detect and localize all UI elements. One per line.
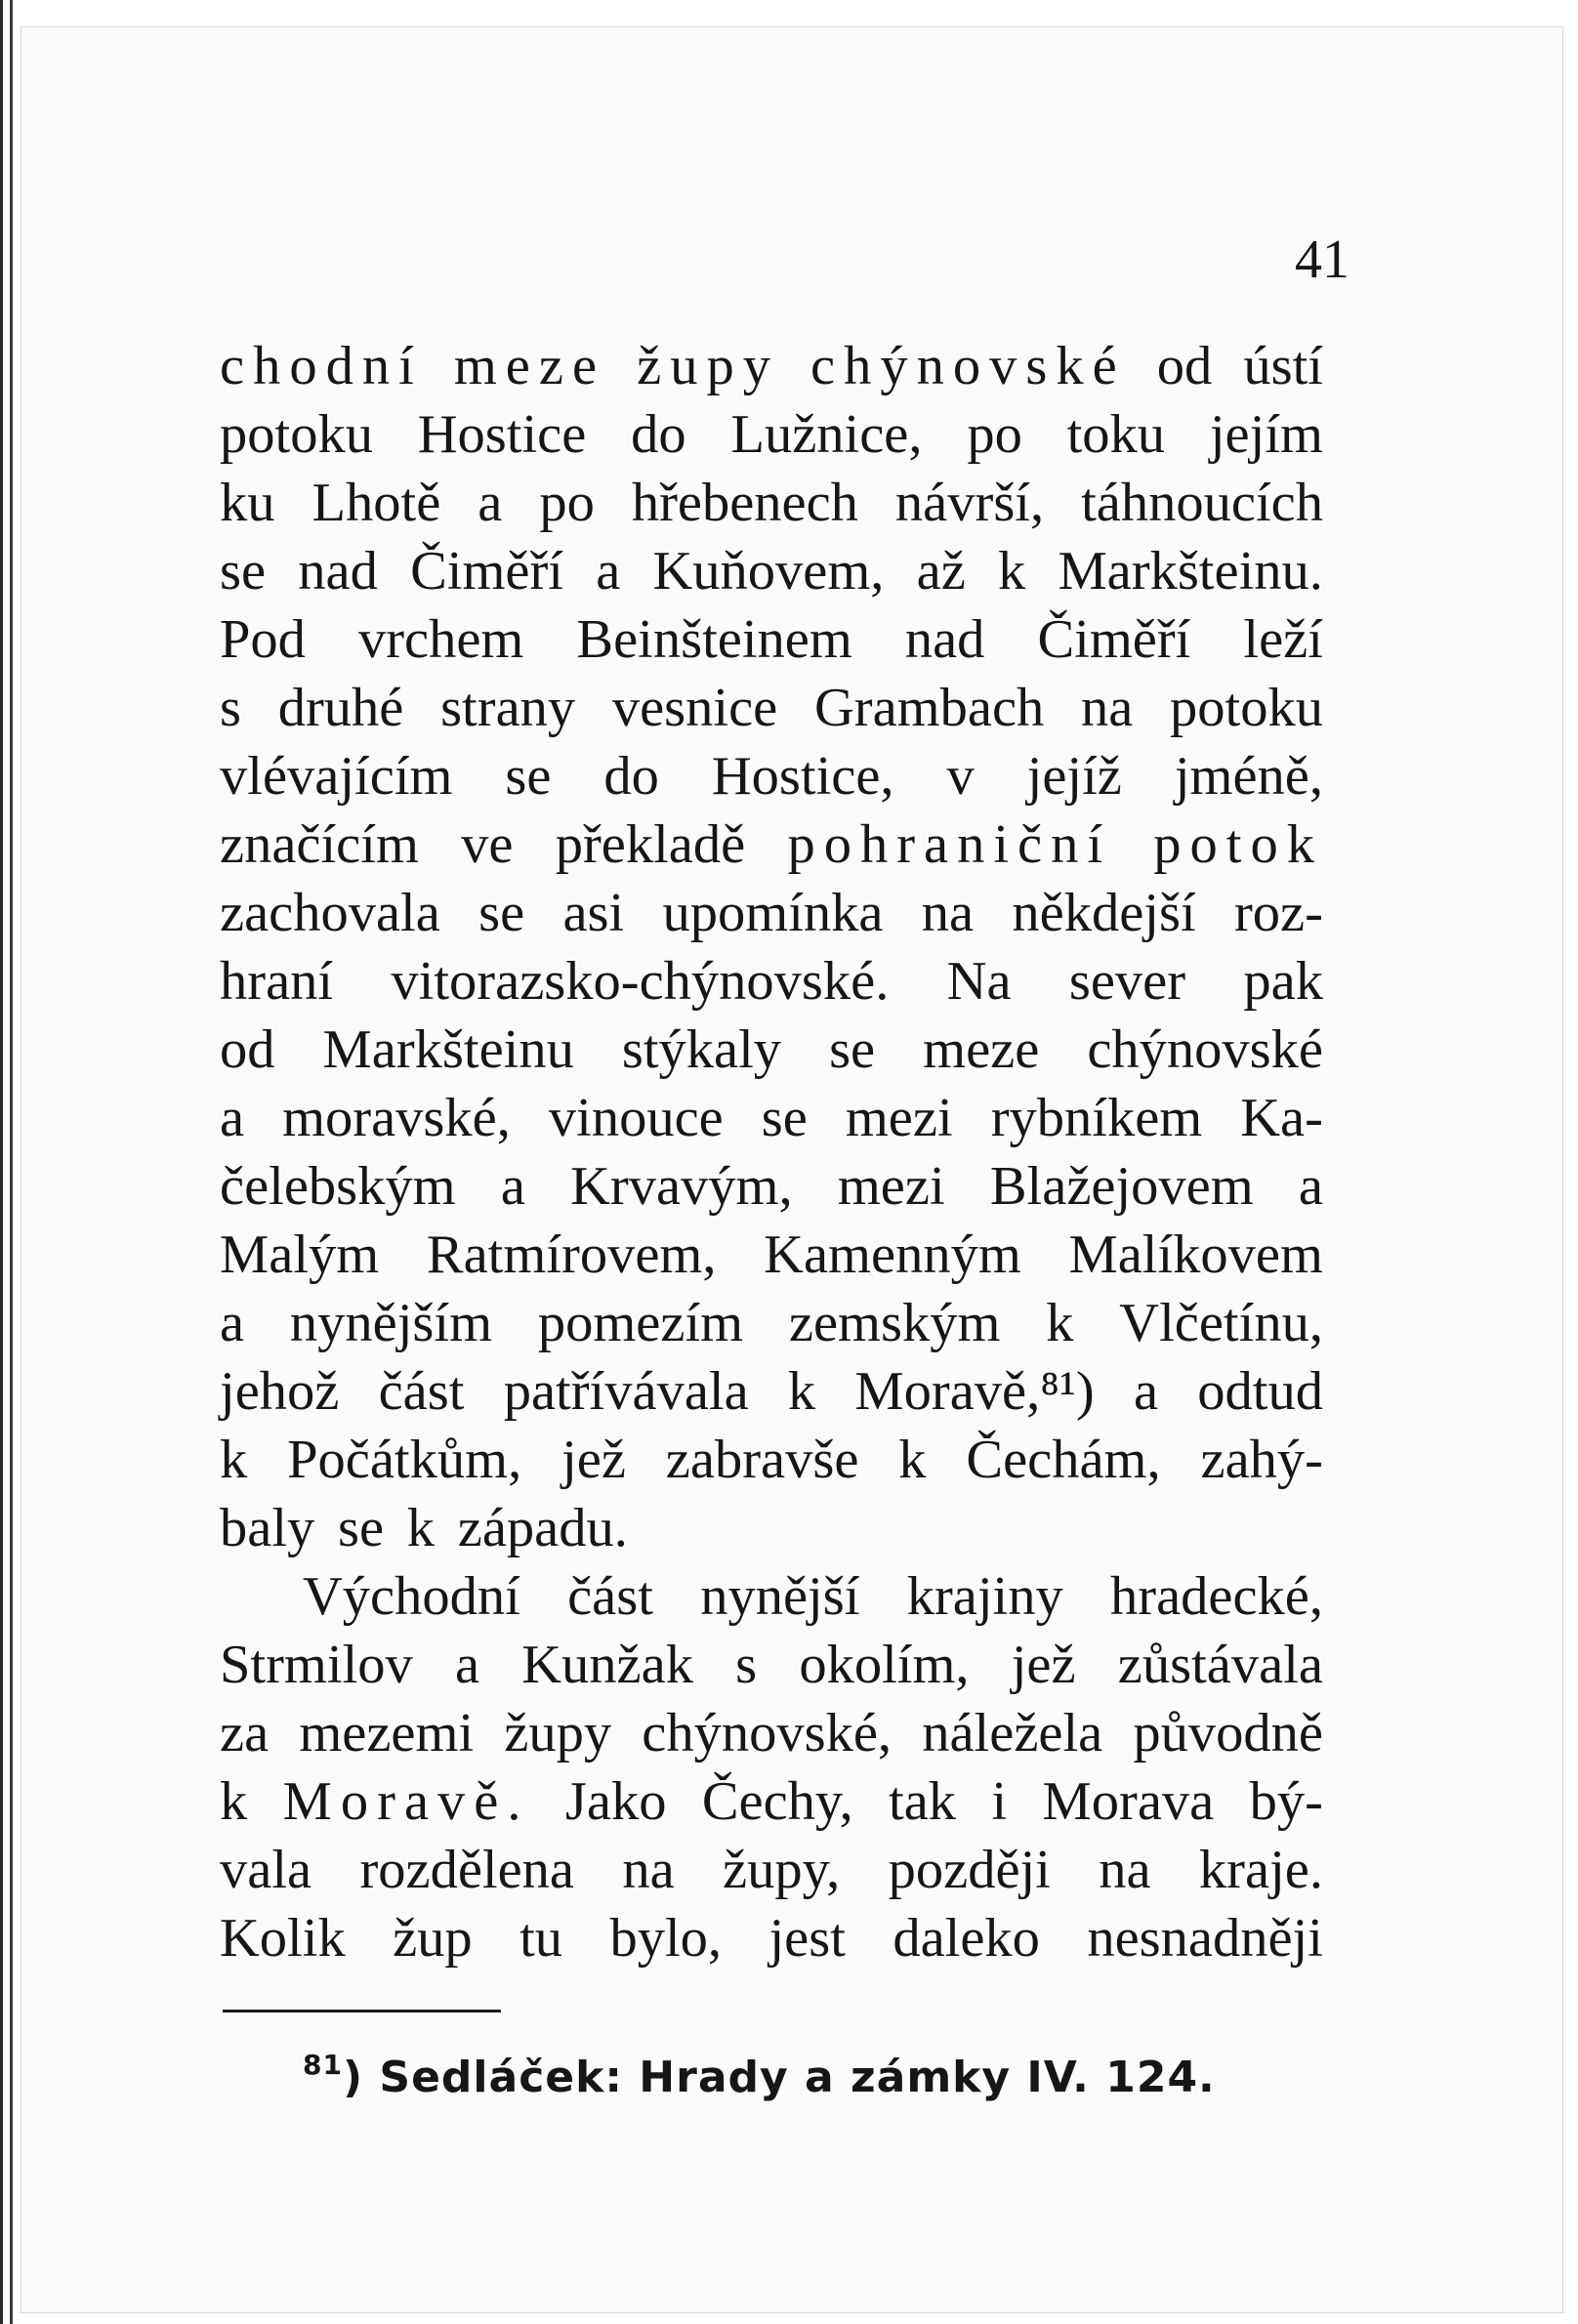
- text-line: [220, 1562, 1323, 1631]
- word: a: [220, 1088, 245, 1148]
- word: část: [567, 1566, 653, 1627]
- word: a: [478, 473, 503, 533]
- text-line: [220, 1494, 1323, 1562]
- word: chýnovské,: [642, 1703, 893, 1764]
- word: v: [946, 746, 975, 807]
- text-line: [220, 1426, 1323, 1494]
- word: k: [220, 1771, 248, 1832]
- word: žup: [393, 1908, 473, 1969]
- word: vinouce: [548, 1088, 724, 1148]
- word: Vlčetínu,: [1119, 1293, 1323, 1353]
- footnote-text: ) Sedláček: Hrady a zámky IV. 124.: [342, 2053, 1216, 2102]
- word: část: [378, 1361, 465, 1422]
- word: zabravše: [665, 1430, 859, 1490]
- word: se: [761, 1088, 808, 1148]
- word: chýnovské: [1087, 1019, 1323, 1080]
- word: moravské,: [282, 1088, 511, 1148]
- text-line: [220, 1631, 1323, 1699]
- word: k: [787, 1361, 816, 1422]
- word: meze: [453, 336, 606, 396]
- word: sever: [1068, 951, 1186, 1012]
- text-line: [220, 674, 1323, 742]
- word: na: [622, 1840, 675, 1900]
- footnote: [303, 2049, 1216, 2102]
- word: Moravě.: [282, 1771, 530, 1832]
- word: jež: [561, 1430, 626, 1490]
- text-line: [220, 1836, 1323, 1904]
- word: pohraniční: [787, 814, 1112, 875]
- word: župy: [504, 1703, 612, 1764]
- word: toku: [1066, 404, 1166, 465]
- word: Pod: [220, 609, 306, 670]
- word: a: [596, 541, 621, 602]
- word: leží: [1243, 609, 1323, 670]
- word: mezemi: [299, 1703, 475, 1764]
- word: patřívávala: [503, 1361, 749, 1422]
- word: náležela: [922, 1703, 1103, 1764]
- word: Moravě,⁸¹): [854, 1361, 1095, 1422]
- word: ve: [461, 814, 514, 875]
- text-line: [220, 332, 1323, 400]
- word: k: [1046, 1293, 1074, 1353]
- word: a: [1298, 1156, 1323, 1217]
- word: Čiměří: [410, 541, 563, 602]
- word: Grambach: [813, 678, 1045, 738]
- word: původně: [1133, 1703, 1323, 1764]
- word: čelebským: [220, 1156, 456, 1217]
- footnote-mark: 81: [303, 2049, 343, 2081]
- text-line: [220, 1016, 1323, 1084]
- text-line: [220, 1767, 1323, 1836]
- word: Lhotě: [311, 473, 441, 533]
- word: k: [220, 1430, 248, 1490]
- word: Kolik: [220, 1908, 346, 1969]
- word: Malíkovem: [1068, 1224, 1323, 1285]
- word: nynější: [700, 1566, 860, 1627]
- text-line: [220, 400, 1323, 469]
- word: Čechám,: [966, 1430, 1161, 1490]
- word: později: [888, 1840, 1051, 1900]
- word: Krvavým,: [570, 1156, 793, 1217]
- word: Ka-: [1240, 1088, 1323, 1148]
- word: někdejší: [1012, 883, 1196, 943]
- word: Počátkům,: [287, 1430, 522, 1490]
- word: jejím: [1209, 404, 1323, 465]
- word: se: [338, 1498, 385, 1558]
- word: jest: [768, 1908, 846, 1969]
- word: rozdělena: [359, 1840, 575, 1900]
- word: do: [631, 404, 686, 465]
- word: hradecké,: [1110, 1566, 1323, 1627]
- word: Hostice: [417, 404, 587, 465]
- body-text: [220, 332, 1323, 1972]
- word: asi: [562, 883, 625, 943]
- word: a: [1133, 1361, 1159, 1422]
- word: táhnoucích: [1081, 473, 1323, 533]
- word: Na: [946, 951, 1012, 1012]
- text-line: [220, 879, 1323, 947]
- word: po: [967, 404, 1022, 465]
- word: na: [921, 883, 975, 943]
- text-line: [220, 469, 1323, 537]
- word: hraní: [220, 951, 334, 1012]
- word: k: [898, 1430, 927, 1490]
- word: za: [220, 1703, 270, 1764]
- word: zachovala: [220, 883, 440, 943]
- text-line: [220, 1904, 1323, 1972]
- word: Lužnice,: [730, 404, 923, 465]
- word: vesnice: [611, 678, 778, 738]
- word: Strmilov: [220, 1635, 413, 1695]
- word: bylo,: [609, 1908, 723, 1969]
- word: Beinšteinem: [576, 609, 852, 670]
- word: Ratmírovem,: [426, 1224, 717, 1285]
- word: tak: [889, 1771, 957, 1832]
- word: překladě: [555, 814, 746, 875]
- text-line: [220, 605, 1323, 674]
- word: Morava: [1042, 1771, 1215, 1832]
- word: vala: [220, 1840, 312, 1900]
- text-line: [220, 1357, 1323, 1426]
- word: jméně,: [1174, 746, 1323, 807]
- word: na: [1099, 1840, 1151, 1900]
- word: mezi: [845, 1088, 953, 1148]
- word: po: [539, 473, 595, 533]
- word: baly: [220, 1498, 315, 1558]
- word: vlévajícím: [220, 746, 453, 807]
- word: jejíž: [1026, 746, 1122, 807]
- text-line: [220, 1084, 1323, 1152]
- word: zahý-: [1200, 1430, 1323, 1490]
- text-line: [220, 537, 1323, 605]
- word: s: [735, 1635, 758, 1695]
- word: se: [478, 883, 525, 943]
- word: krajiny: [906, 1566, 1063, 1627]
- word: vrchem: [357, 609, 524, 670]
- word: na: [1080, 678, 1134, 738]
- word: Kuňovem,: [652, 541, 885, 602]
- text-line: [220, 947, 1323, 1016]
- word: a: [454, 1635, 480, 1695]
- word: se: [829, 1019, 876, 1080]
- word: hřebenech: [631, 473, 858, 533]
- word: župy: [637, 336, 779, 396]
- word: pomezím: [537, 1293, 744, 1353]
- word: nynějším: [289, 1293, 493, 1353]
- word: ústí: [1243, 336, 1323, 396]
- word: stýkaly: [621, 1019, 782, 1080]
- word: k: [997, 541, 1026, 602]
- word: zůstávala: [1117, 1635, 1323, 1695]
- word: ku: [220, 473, 275, 533]
- word: a: [220, 1293, 245, 1353]
- word: západu.: [457, 1498, 628, 1558]
- text-line: [220, 1699, 1323, 1767]
- word: se: [220, 541, 267, 602]
- word: Markšteinu.: [1058, 541, 1323, 602]
- word: bý-: [1249, 1771, 1323, 1832]
- word: nad: [904, 609, 985, 670]
- word: Blažejovem: [989, 1156, 1254, 1217]
- word: upomínka: [662, 883, 884, 943]
- word: chodní: [220, 336, 423, 396]
- word: vitorazsko-chýnovské.: [391, 951, 890, 1012]
- word: Jako: [564, 1771, 667, 1832]
- footnote-divider: [223, 2010, 501, 2013]
- word: se: [505, 746, 552, 807]
- word: potoku: [220, 404, 373, 465]
- word: potok: [1153, 814, 1323, 875]
- word: návrší,: [894, 473, 1045, 533]
- word: meze: [923, 1019, 1040, 1080]
- word: župy,: [723, 1840, 841, 1900]
- word: odtud: [1197, 1361, 1323, 1422]
- word: značícím: [220, 814, 419, 875]
- word: jehož: [220, 1361, 340, 1422]
- word: roz-: [1233, 883, 1323, 943]
- word: potoku: [1170, 678, 1323, 738]
- word: od: [220, 1019, 275, 1080]
- word: okolím,: [799, 1635, 970, 1695]
- word: Malým: [220, 1224, 380, 1285]
- word: jež: [1011, 1635, 1076, 1695]
- word: nad: [298, 541, 378, 602]
- word: nesnadněji: [1087, 1908, 1323, 1969]
- text-line: [220, 1289, 1323, 1357]
- word: Čechy,: [701, 1771, 853, 1832]
- book-binding-edge: [0, 0, 21, 2324]
- word: rybníkem: [990, 1088, 1203, 1148]
- word: strany: [440, 678, 576, 738]
- word: tu: [519, 1908, 563, 1969]
- word: do: [603, 746, 659, 807]
- word: druhé: [277, 678, 404, 738]
- text-line: [220, 742, 1323, 810]
- word: zemským: [788, 1293, 1001, 1353]
- text-line: [220, 1152, 1323, 1221]
- word: a: [500, 1156, 525, 1217]
- word: Východní: [303, 1566, 520, 1627]
- word: daleko: [893, 1908, 1040, 1969]
- word: Markšteinu: [322, 1019, 574, 1080]
- word: až: [916, 541, 966, 602]
- word: chýnovské: [810, 336, 1126, 396]
- text-line: [220, 1221, 1323, 1289]
- word: Kamenným: [764, 1224, 1021, 1285]
- page-number: 41: [1295, 229, 1350, 290]
- word: i: [991, 1771, 1008, 1832]
- word: Čiměří: [1037, 609, 1191, 670]
- word: kraje.: [1198, 1840, 1323, 1900]
- word: k: [406, 1498, 436, 1558]
- text-line: [220, 810, 1323, 879]
- word: pak: [1243, 951, 1323, 1012]
- word: Hostice,: [711, 746, 894, 807]
- word: s: [220, 678, 241, 738]
- word: mezi: [837, 1156, 945, 1217]
- word: Kunžak: [521, 1635, 693, 1695]
- word: od: [1156, 336, 1213, 396]
